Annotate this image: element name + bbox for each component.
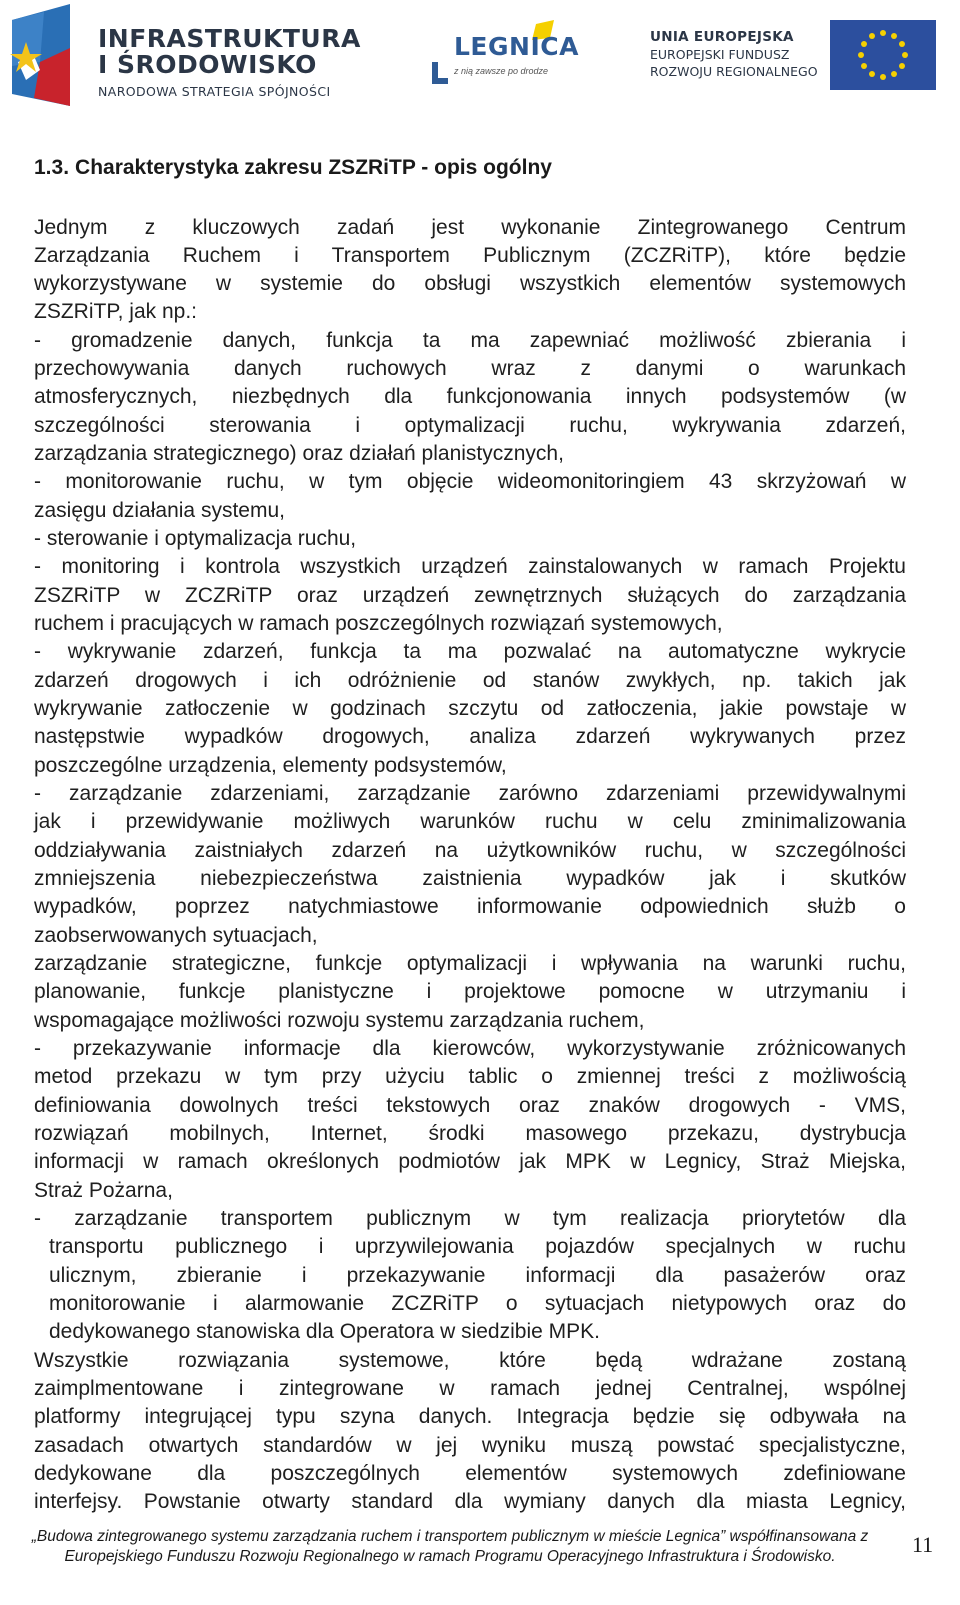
- eu-line1: UNIA EUROPEJSKA: [650, 29, 794, 45]
- legnica-name: LEGNICA: [454, 32, 579, 61]
- text-line: wykrywanie zatłoczenie w godzinach szczytu od zatłoczenia, jakie powstaje w: [34, 697, 906, 720]
- text-line: - sterowanie i optymalizacja ruchu,: [34, 527, 357, 550]
- text-line: zarządzanie strategiczne, funkcje optymalizacji i wpływania na warunki ruchu,: [34, 952, 906, 975]
- eu-fund-text: [650, 28, 825, 80]
- text-line: zaobserwowanych sytuacjach,: [34, 924, 318, 947]
- page-footer: [0, 1520, 960, 1605]
- text-line: - zarządzanie zdarzeniami, zarządzanie zarówno zdarzeniami przewidywalnymi: [34, 782, 906, 805]
- text-line: ZSZRiTP w ZCZRiTP oraz urządzeń zewnętrznych służących do zarządzania: [34, 584, 906, 607]
- section-title: Charakterystyka zakresu ZSZRiTP - opis ogólny: [75, 156, 552, 179]
- text-line: ulicznym, zbieranie i przekazywanie informacji dla pasażerów oraz: [49, 1264, 906, 1287]
- text-line: ruchem i pracujących w ramach poszczególnych rozwiązań systemowych,: [34, 612, 723, 635]
- text-line: zarządzania strategicznego) oraz działań planistycznych,: [34, 442, 564, 465]
- is-logo-line1: INFRASTRUKTURA: [98, 24, 361, 53]
- text-line: - zarządzanie transportem publicznym w tym realizacja priorytetów dla: [34, 1207, 906, 1230]
- text-line: informacji w ramach określonych podmiotów jak MPK w Legnicy, Straż Miejska,: [34, 1150, 906, 1173]
- text-line: wspomagające możliwości rozwoju systemu zarządzania ruchem,: [34, 1009, 645, 1032]
- legnica-logo: [432, 18, 582, 98]
- eu-line2: EUROPEJSKI FUNDUSZ: [650, 47, 790, 62]
- text-line: wypadków, poprzez natychmiastowe informowanie odpowiednich służb o: [34, 895, 906, 918]
- text-line: interfejsy. Powstanie otwarty standard dla wymiany danych dla miasta Legnicy,: [34, 1490, 906, 1513]
- text-line: - wykrywanie zdarzeń, funkcja ta ma pozwalać na automatyczne wykrycie: [34, 640, 906, 663]
- footer-line1: „Budowa zintegrowanego systemu zarządzania ruchem i transportem publicznym w mieście Legnica” współfinansowana z: [31, 1528, 869, 1545]
- text-line: definiowania dowolnych treści tekstowych oraz znaków drogowych - VMS,: [34, 1094, 906, 1117]
- legnica-slogan: z nią zawsze po drodze: [454, 66, 549, 76]
- text-line: dedykowanego stanowiska dla Operatora w siedzibie MPK.: [49, 1320, 600, 1343]
- text-line: Jednym z kluczowych zadań jest wykonanie Zintegrowanego Centrum: [34, 216, 906, 239]
- text-line: - przekazywanie informacje dla kierowców, wykorzystywanie zróżnicowanych: [34, 1037, 906, 1060]
- text-line: - monitoring i kontrola wszystkich urządzeń zainstalowanych w ramach Projektu: [34, 555, 906, 578]
- text-line: zasadach otwartych standardów w jej wyniku muszą powstać specjalistyczne,: [34, 1434, 906, 1457]
- text-line: monitorowanie i alarmowanie ZCZRiTP o sytuacjach nietypowych oraz do: [49, 1292, 906, 1315]
- page-header: [0, 0, 960, 120]
- text-line: wykorzystywane w systemie do obsługi wszystkich elementów systemowych: [34, 272, 906, 295]
- text-line: zaimplmentowane i zintegrowane w ramach jednej Centralnej, wspólnej: [34, 1377, 906, 1400]
- text-line: rozwiązań mobilnych, Internet, środki masowego przekazu, dystrybucja: [34, 1122, 906, 1145]
- text-line: oddziaływania zaistniałych zdarzeń na użytkowników ruchu, w szczególności: [34, 839, 906, 862]
- is-emblem-icon: [4, 2, 94, 108]
- is-logo-subtitle: NARODOWA STRATEGIA SPÓJNOŚCI: [98, 84, 331, 99]
- text-line: Wszystkie rozwiązania systemowe, które będą wdrażane zostaną: [34, 1349, 906, 1372]
- infrastruktura-i-srodowisko-logo: [4, 2, 361, 110]
- eu-flag-icon: [830, 20, 936, 90]
- text-line: atmosferycznych, niezbędnych dla funkcjonowania innych podsystemów (w: [34, 385, 906, 408]
- section-number: 1.3.: [34, 156, 70, 179]
- text-line: jak i przewidywanie możliwych warunków ruchu w celu zminimalizowania: [34, 810, 906, 833]
- section-heading: [34, 156, 552, 180]
- page-number: 11: [912, 1532, 934, 1557]
- text-line: poszczególne urządzenia, elementy podsystemów,: [34, 754, 507, 777]
- text-line: następstwie wypadków drogowych, analiza zdarzeń wykrywanych przez: [34, 725, 906, 748]
- is-logo-line2: I ŚRODOWISKO: [98, 50, 317, 79]
- text-line: - monitorowanie ruchu, w tym objęcie wideomonitoringiem 43 skrzyżowań w: [34, 470, 906, 493]
- text-line: przechowywania danych ruchowych wraz z danymi o warunkach: [34, 357, 906, 380]
- text-line: transportu publicznego i uprzywilejowania pojazdów specjalnych w ruchu: [49, 1235, 906, 1258]
- text-line: ZSZRiTP, jak np.:: [34, 300, 197, 323]
- text-line: platformy integrującej typu szyna danych. Integracja będzie się odbywała na: [34, 1405, 906, 1428]
- text-line: Straż Pożarna,: [34, 1179, 173, 1202]
- text-line: planowanie, funkcje planistyczne i projektowe pomocne w utrzymaniu i: [34, 980, 906, 1003]
- text-line: Zarządzania Ruchem i Transportem Publicznym (ZCZRiTP), które będzie: [34, 244, 906, 267]
- text-line: metod przekazu w tym przy użyciu tablic o zmiennej treści z możliwością: [34, 1065, 906, 1088]
- footer-line2: Europejskiego Funduszu Rozwoju Regionalnego w ramach Programu Operacyjnego Infrastruktura i Środowisko.: [64, 1548, 836, 1565]
- text-line: - gromadzenie danych, funkcja ta ma zapewniać możliwość zbierania i: [34, 329, 906, 352]
- text-line: zdarzeń drogowych i ich odróżnienie od stanów zwykłych, np. takich jak: [34, 669, 906, 692]
- text-line: szczególności sterowania i optymalizacji ruchu, wykrywania zdarzeń,: [34, 414, 906, 437]
- text-line: dedykowane dla poszczególnych elementów systemowych zdefiniowane: [34, 1462, 906, 1485]
- eu-line3: ROZWOJU REGIONALNEGO: [650, 64, 818, 79]
- text-line: zasięgu działania systemu,: [34, 499, 285, 522]
- text-line: zmniejszenia niebezpieczeństwa zaistnienia wypadków jak i skutków: [34, 867, 906, 890]
